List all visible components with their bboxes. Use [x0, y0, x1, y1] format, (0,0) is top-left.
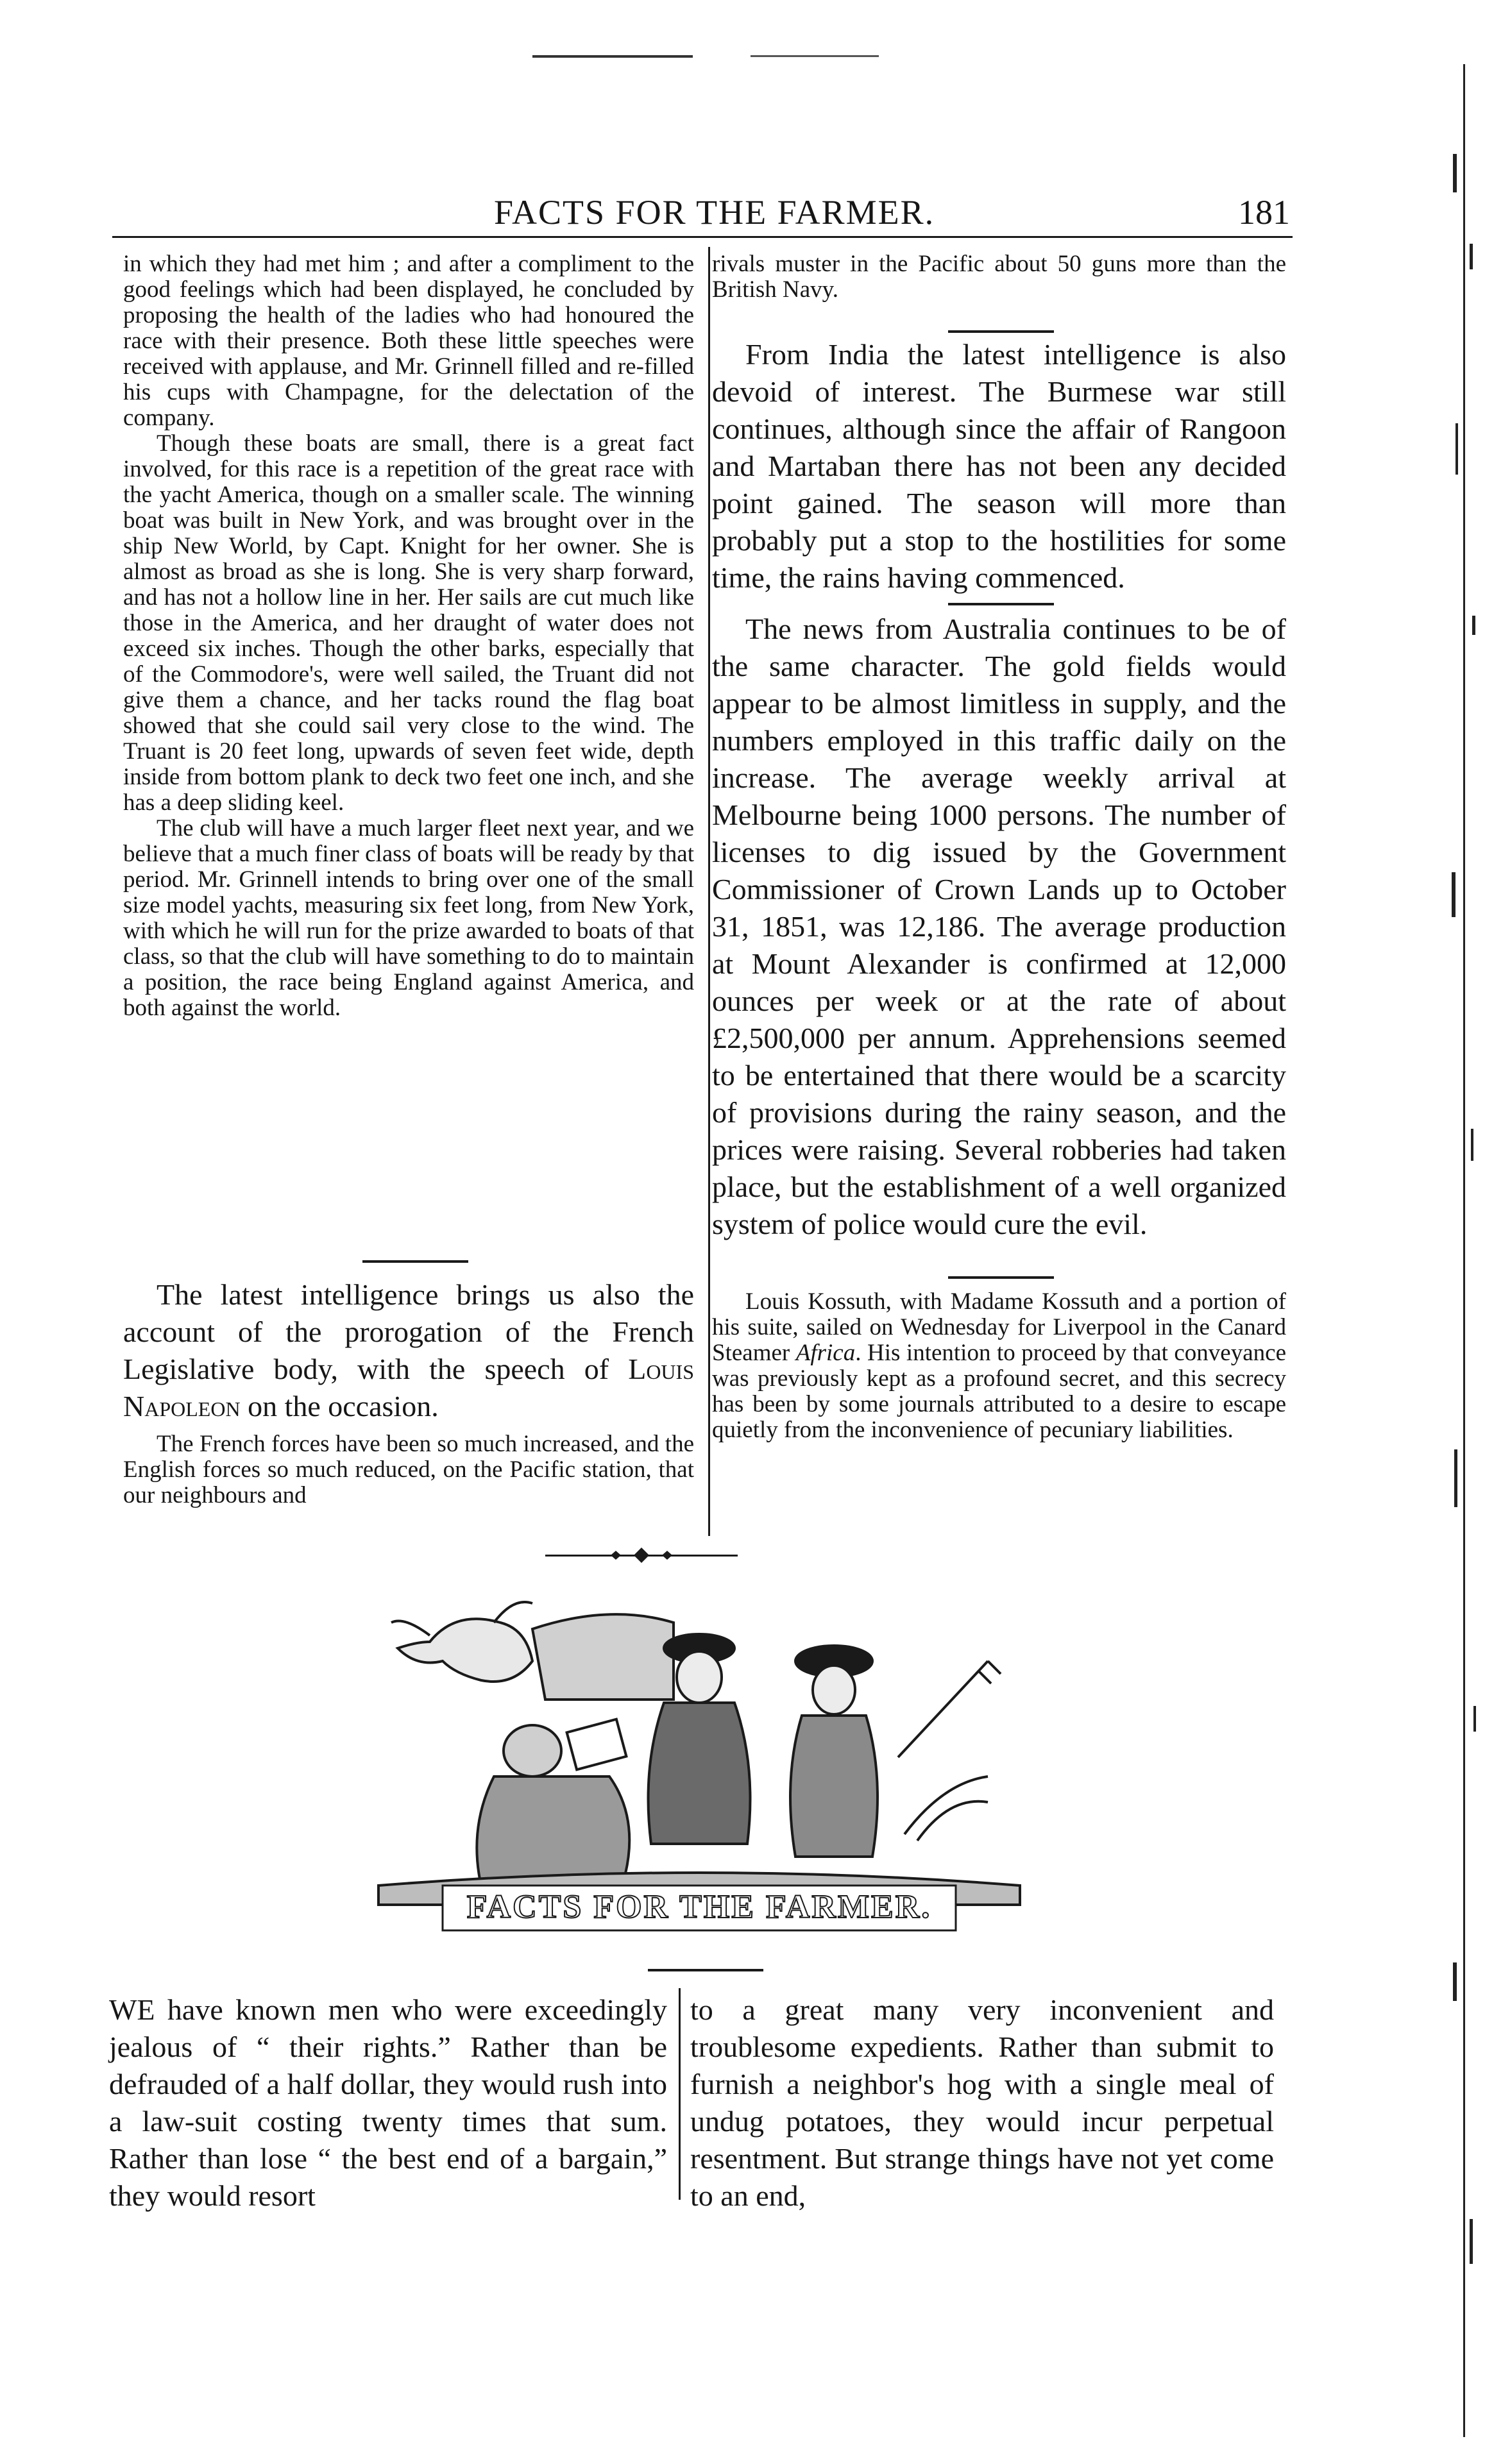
header-rule: [112, 236, 1293, 238]
top-scan-mark: [532, 55, 693, 58]
section-rule: [362, 1260, 468, 1263]
column-divider-top: [708, 247, 710, 1536]
section-rule: [948, 603, 1054, 605]
paragraph-boats-text: Though these boats are small, there is a great fact involved, for this race is a repetition of the great race with the yacht America, though on a smaller scale. The winning boat was built in New York, and was brought over in the ship New World, by Capt. Knight for her owner. She is almost as broad as she is long. She is very sharp forward, and has not a hollow line in her. Her sails are cut much like those in the America, and her draught of water does not exceed six inches. Though the other barks, especially that of the Commodore's, were well sailed, the Truant did not give them a chance, and her tacks round the flag boat showed that she could sail very close to the wind. The Truant is 20 feet long, upwards of seven feet wide, depth inside from bottom plank to deck two feet one inch, and she has a deep sliding keel.: [123, 430, 694, 816]
left-column-lower: [123, 1276, 694, 1508]
paragraph-india: From India the latest intelligence is also devoid of interest. The Burmese war still continues, although since the affair of Rangoon and Martaban there has not been any decided point gained. The season will more than probably put a stop to the hostilities for some time, the rains having commenced.: [712, 338, 1286, 594]
kossuth-text-a: Louis Kossuth, with Madame Kossuth and a portion of his suite, sailed on Wednesday for Liverpool in the Canard Steamer: [712, 1288, 1286, 1366]
banner-text: FACTS FOR THE FARMER.: [466, 1889, 932, 1925]
paragraph-kossuth: [712, 1289, 1286, 1443]
farm-scene-illustration: [340, 1565, 1046, 1937]
seated-man-head: [504, 1725, 561, 1776]
running-title: FACTS FOR THE FARMER.: [494, 193, 935, 232]
paragraph-french-forces: The French forces have been so much increased, and the English forces so much reduced, on the Pacific station, that our neighbours and: [123, 1431, 694, 1508]
paper: [567, 1719, 627, 1770]
kossuth-text-b: . His intention to proceed by that conveyance was previously kept as a profound secret, and this secrecy has been by some journals attributed to a desire to escape quietly from the inconvenience of pecuniary liabilities.: [712, 1340, 1286, 1443]
page-number: 181: [1238, 193, 1290, 232]
rights-text: have known men who were exceedingly jealous of “ their rights.” Rather than be defrauded of a half dollar, they would rush into a law-suit costing twenty times that sum. Rather than lose “ the best end of a bargain,” they would resort: [109, 1993, 667, 2212]
ornamental-divider: [545, 1546, 738, 1565]
wheat: [904, 1776, 988, 1841]
right-column-australia: [712, 611, 1286, 1243]
drop-cap: W: [109, 1993, 137, 2026]
paragraph-french-legislative: [123, 1276, 694, 1425]
paragraph-rights: [109, 1991, 667, 2215]
paragraph-speeches: in which they had met him ; and after a compliment to the good feelings which had been displayed, he concluded by proposing the health of the ladies who had honoured the race with their presence. Both these little speeches were received with applause, and Mr. Grinnell filled and re-filled his cups with Champagne, for the delectation of the company.: [123, 251, 694, 431]
seated-man-body: [477, 1776, 629, 1886]
legislative-text-b: on the occasion.: [240, 1390, 439, 1422]
section-rule: [648, 1969, 763, 1971]
boy-head: [677, 1651, 722, 1703]
right-column-india: [712, 336, 1286, 596]
paragraph-boats: [123, 431, 694, 816]
louis-napoleon-name: Louis Napoleon: [123, 1353, 694, 1422]
page-edge-noise: [1434, 38, 1485, 2450]
bottom-left-column: [109, 1991, 667, 2215]
bottom-right-column: [690, 1991, 1274, 2215]
top-scan-mark: [751, 55, 879, 57]
left-column: [123, 251, 694, 1021]
paragraph-expedients: to a great many very inconvenient and troublesome expedients. Rather than submit to furnish a neighbor's hog with a single meal of undug potatoes, they would incur perpetual resentment. But strange things have not yet come to an end,: [690, 1993, 1274, 2212]
boy2-head: [813, 1666, 855, 1714]
column-divider-bottom: [679, 1988, 681, 2200]
legislative-text-a: The latest intelligence brings us also the account of the prorogation of the French Legislative body, with the speech of: [123, 1278, 694, 1385]
paragraph-australia: The news from Australia continues to be of the same character. The gold fields would appear to be almost limitless in supply, and the numbers employed in this traffic daily on the increase. The average weekly arrival at Melbourne being 1000 persons. The number of licenses to dig issued by the Government Commissioner of Crown Lands up to October 31, 1851, was 12,186. The average production at Mount Alexander is confirmed at 12,000 ounces per week or at the rate of about £2,500,000 per annum. Apprehensions seemed to be entertained that there would be a scarcity of provisions during the rainy season, and the prices were raising. Several robberies had taken place, but the establishment of a well organized system of police would cure the evil.: [712, 612, 1286, 1240]
boy2-body: [790, 1716, 878, 1857]
lead-letter: E: [137, 1993, 155, 2026]
boy-body: [649, 1703, 751, 1844]
cow-body: [532, 1614, 674, 1700]
section-rule: [948, 1276, 1054, 1279]
section-rule: [948, 330, 1054, 333]
rake: [898, 1661, 1001, 1757]
right-column: [712, 251, 1286, 303]
paragraph-pacific: rivals muster in the Pacific about 50 guns more than the British Navy.: [712, 251, 1286, 303]
ship-name: Africa: [795, 1340, 856, 1366]
right-column-kossuth: [712, 1289, 1286, 1443]
paragraph-club: The club will have a much larger fleet next year, and we believe that a much finer class of boats will be ready by that period. Mr. Grinnell intends to bring over one of the small size model yachts, measuring six feet long, from New York, with which he will run for the prize awarded to boats of that class, so that the club will have something to do to maintain a position, the race being England against America, and both against the world.: [123, 815, 694, 1021]
